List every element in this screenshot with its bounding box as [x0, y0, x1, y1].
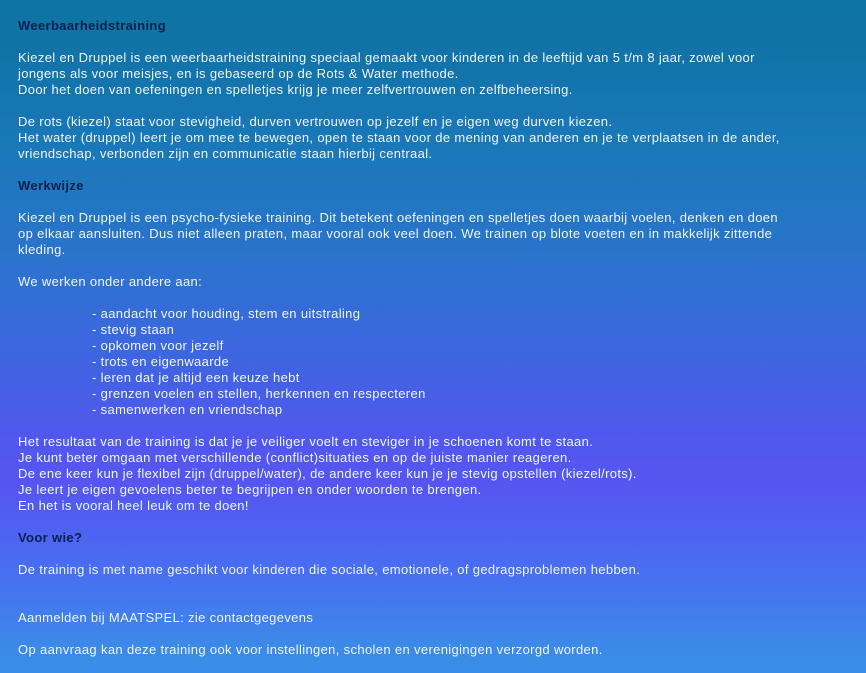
- text-line: jongens als voor meisjes, en is gebaseerd op de Rots & Water methode.: [18, 66, 459, 81]
- text-line: Kiezel en Druppel is een psycho-fysieke training. Dit betekent oefeningen en spelletjes doen waarbij voelen, denken en doen: [18, 210, 778, 225]
- training-goals-list: [18, 306, 866, 418]
- text-line: kleding.: [18, 242, 66, 257]
- aanmelden-paragraph: [18, 610, 866, 626]
- page-title: [18, 18, 866, 34]
- section-title-werkwijze: [18, 178, 866, 194]
- text-line: De training is met name geschikt voor kinderen die sociale, emotionele, of gedragsproblemen hebben.: [18, 562, 641, 577]
- text-line: vriendschap, verbonden zijn en communicatie staan hierbij centraal.: [18, 146, 433, 161]
- list-item: - samenwerken en vriendschap: [92, 402, 283, 417]
- text-line: De ene keer kun je flexibel zijn (druppel/water), de andere keer kun je je stevig opstellen (kiezel/rots).: [18, 466, 637, 481]
- text-line: Door het doen van oefeningen en spelletjes krijg je meer zelfvertrouwen en zelfbeheersing.: [18, 82, 573, 97]
- text-line: En het is vooral heel leuk om te doen!: [18, 498, 249, 513]
- aanvraag-paragraph: [18, 642, 866, 658]
- page-title: Weerbaarheidstraining: [18, 18, 166, 33]
- list-item: - aandacht voor houding, stem en uitstraling: [92, 306, 361, 321]
- text-line: We werken onder andere aan:: [18, 274, 203, 289]
- list-item: - leren dat je altijd een keuze hebt: [92, 370, 300, 385]
- text-line: Kiezel en Druppel is een weerbaarheidstraining speciaal gemaakt voor kinderen in de leeftijd van 5 t/m 8 jaar, zowel voor: [18, 50, 755, 65]
- content: [18, 18, 866, 658]
- list-item: - stevig staan: [92, 322, 175, 337]
- list-item: - grenzen voelen en stellen, herkennen en respecteren: [92, 386, 426, 401]
- werkwijze-paragraph: [18, 210, 866, 258]
- text-line: Je kunt beter omgaan met verschillende (conflict)situaties en op de juiste manier reageren.: [18, 450, 572, 465]
- section-title-voor-wie: [18, 530, 866, 546]
- section-title-voor-wie: Voor wie?: [18, 530, 83, 545]
- result-paragraph: [18, 434, 866, 514]
- rots-water-paragraph: [18, 114, 866, 162]
- list-item: - opkomen voor jezelf: [92, 338, 224, 353]
- voor-wie-paragraph: [18, 562, 866, 578]
- section-title-werkwijze: Werkwijze: [18, 178, 84, 193]
- text-line: Het water (druppel) leert je om mee te bewegen, open te staan voor de mening van anderen en je te verplaatsen in de ander,: [18, 130, 780, 145]
- text-line: Het resultaat van de training is dat je je veiliger voelt en steviger in je schoenen komt te staan.: [18, 434, 594, 449]
- extra-blank-line: [18, 594, 866, 610]
- list-intro-paragraph: [18, 274, 866, 290]
- text-line: Aanmelden bij MAATSPEL: zie contactgegevens: [18, 610, 314, 625]
- text-line: op elkaar aansluiten. Dus niet alleen praten, maar vooral ook veel doen. We trainen op blote voeten en in makkelijk zittende: [18, 226, 773, 241]
- text-line: Op aanvraag kan deze training ook voor instellingen, scholen en verenigingen verzorgd worden.: [18, 642, 603, 657]
- text-line: Je leert je eigen gevoelens beter te begrijpen en onder woorden te brengen.: [18, 482, 482, 497]
- text-line: De rots (kiezel) staat voor stevigheid, durven vertrouwen op jezelf en je eigen weg durven kiezen.: [18, 114, 613, 129]
- intro-paragraph: [18, 50, 866, 98]
- list-item: - trots en eigenwaarde: [92, 354, 230, 369]
